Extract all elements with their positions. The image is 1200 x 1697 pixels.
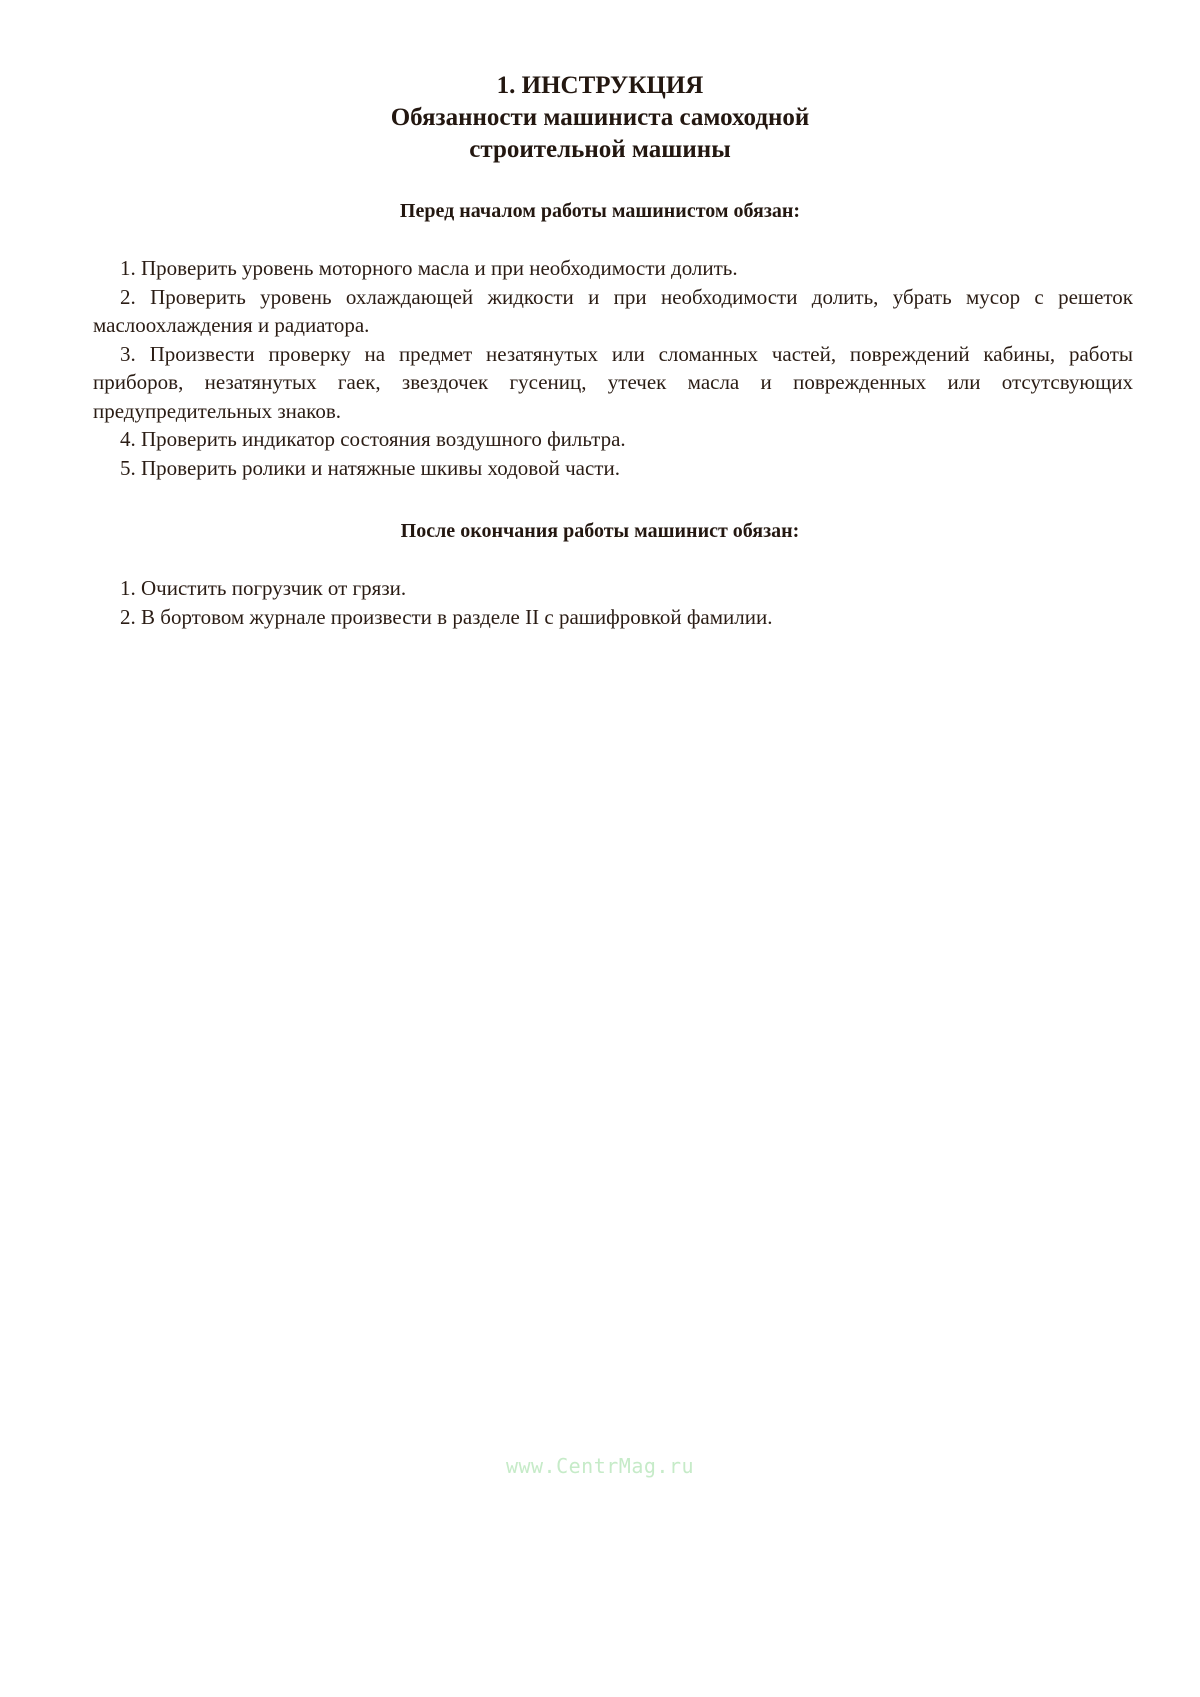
title-line-number: 1. ИНСТРУКЦИЯ [496,72,704,99]
watermark: www.CentrMag.ru [505,1454,695,1478]
list-item: 1. Очистить погрузчик от грязи. [120,576,407,600]
list-item: 4. Проверить индикатор состояния воздушного фильтра. [120,427,626,451]
list-item: 3. Произвести проверку на предмет незатянутых или сломанных частей, повреждений кабины, работы приборов, незатянутых гаек, звездочек гусениц, утечек масла и поврежденных или отсутсвующих предупредительных знаков. [93,341,1133,423]
section-heading-after-work: После окончания работы машинист обязан: [400,520,800,542]
before-work-list [93,254,1133,482]
list-item: 2. В бортовом журнале произвести в разделе II с рашифровкой фамилии. [120,604,773,629]
list-item: 5. Проверить ролики и натяжные шкивы ходовой части. [120,455,620,480]
document-title [0,70,1200,166]
section-heading-before-work: Перед началом работы машинистом обязан: [399,200,801,222]
after-work-list [93,574,1133,631]
title-line-main: Обязанности машиниста самоходной [390,104,810,131]
list-item: 2. Проверить уровень охлаждающей жидкости и при необходимости долить, убрать мусор с решеток маслоохлаждения и радиатора. [93,284,1133,337]
title-line-sub: строительной машины [469,136,731,163]
list-item: 1. Проверить уровень моторного масла и при необходимости долить. [120,256,738,280]
